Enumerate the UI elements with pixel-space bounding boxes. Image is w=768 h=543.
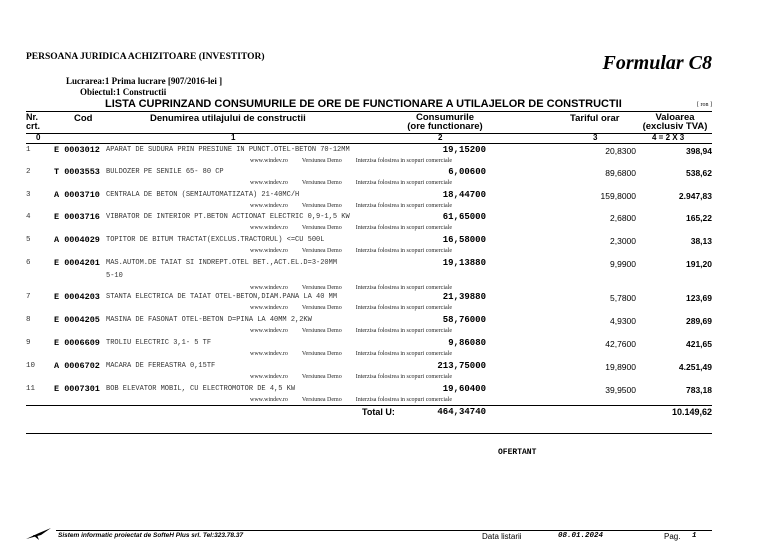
- total-label: Total U:: [362, 407, 395, 417]
- row-cod: A 0004029: [54, 235, 100, 245]
- col-tarif-header: Tariful orar: [570, 113, 620, 124]
- row-denumire: MAS.AUTOM.DE TAIAT SI INDREPT.OTEL BET.,ACT.EL.D=3-20MM: [106, 259, 338, 267]
- work-label: Lucrarea:1 Prima lucrare [907/2016-lei ]: [66, 76, 223, 86]
- currency-label: [ ron ]: [697, 102, 712, 108]
- row-tarif: 159,8000: [600, 191, 636, 201]
- header-rule-mid: [26, 133, 712, 134]
- col-index-3: 3: [593, 133, 598, 142]
- row-watermark: [250, 285, 466, 291]
- table-row: [0, 259, 768, 297]
- row-denumire: VIBRATOR DE INTERIOR PT.BETON ACTIONAT ELECTRIC 0,9-1,5 KW: [106, 213, 350, 221]
- col-cod-header: Cod: [74, 113, 93, 124]
- row-valoare: 123,69: [686, 293, 712, 303]
- list-title: LISTA CUPRINZAND CONSUMURILE DE ORE DE FUNCTIONARE A UTILAJELOR DE CONSTRUCTII: [105, 98, 622, 110]
- row-denumire: BOB ELEVATOR MOBIL, CU ELECTROMOTOR DE 4,5 KW: [106, 385, 296, 393]
- ofertant-label: OFERTANT: [498, 448, 537, 457]
- col-index-1: 1: [231, 133, 236, 142]
- row-denumire-cont: 5-10: [106, 272, 123, 280]
- row-cod: E 0004203: [54, 292, 100, 302]
- row-denumire: STANTA ELECTRICA DE TAIAT OTEL-BETON,DIAM.PANA LA 40 MM: [106, 293, 338, 301]
- form-title: Formular C8: [602, 52, 712, 74]
- row-valoare: 2.947,83: [678, 191, 712, 201]
- col-index-4: 4 = 2 X 3: [652, 133, 685, 142]
- header-rule-bottom: [26, 143, 712, 144]
- row-valoare: 165,22: [686, 213, 712, 223]
- watermark-note: Interzisa folosirea in scopuri comerciale: [355, 180, 453, 186]
- watermark-note: Interzisa folosirea in scopuri comerciale: [355, 158, 453, 164]
- col-denumire-header: Denumirea utilajului de constructii: [150, 113, 306, 124]
- row-watermark: [250, 248, 466, 254]
- row-valoare: 421,65: [686, 339, 712, 349]
- watermark-demo: Versiunea Demo: [301, 374, 342, 380]
- watermark-note: Interzisa folosirea in scopuri comerciale: [355, 248, 453, 254]
- watermark-note: Interzisa folosirea in scopuri comerciale: [355, 225, 453, 231]
- row-nr: 9: [26, 339, 31, 347]
- object-label: Obiectul:1 Constructii: [80, 87, 167, 97]
- col-crt-label: crt.: [26, 121, 41, 131]
- row-denumire: TOPITOR DE BITUM TRACTAT(EXCLUS.TRACTORUL) <=CU 500L: [106, 236, 325, 244]
- col-consum-header: [390, 113, 500, 131]
- row-nr: 11: [26, 385, 36, 393]
- watermark-note: Interzisa folosirea in scopuri comerciale: [355, 351, 453, 357]
- total-valoare: 10.149,62: [671, 407, 712, 417]
- col-valoare-label: Valoarea: [655, 112, 695, 123]
- row-valoare: 289,69: [686, 316, 712, 326]
- total-rule-bottom: [26, 433, 712, 434]
- row-tarif: 19,8900: [605, 362, 636, 372]
- row-cod: T 0003553: [54, 167, 100, 177]
- watermark-note: Interzisa folosirea in scopuri comerciale: [355, 328, 453, 334]
- row-nr: 5: [26, 236, 31, 244]
- row-consum: 19,15200: [442, 145, 486, 155]
- watermark-note: Interzisa folosirea in scopuri comerciale: [355, 305, 453, 311]
- row-watermark: [250, 328, 466, 334]
- row-denumire: MASINA DE FASONAT OTEL-BETON D=PINA LA 40MM 2,2KW: [106, 316, 312, 324]
- row-denumire: TROLIU ELECTRIC 3,1- 5 TF: [106, 339, 212, 347]
- row-watermark: [250, 305, 466, 311]
- row-valoare: 4.251,49: [678, 362, 712, 372]
- watermark-demo: Versiunea Demo: [301, 328, 342, 334]
- watermark-site: www.windev.ro: [250, 158, 288, 164]
- watermark-demo: Versiunea Demo: [301, 397, 342, 403]
- row-cod: E 0004201: [54, 258, 100, 268]
- footer-date: 08.01.2024: [558, 532, 604, 540]
- row-tarif: 2,6800: [610, 213, 636, 223]
- row-consum: 19,60400: [442, 384, 486, 394]
- row-cod: E 0003012: [54, 145, 100, 155]
- row-consum: 61,65000: [442, 212, 486, 222]
- row-tarif: 4,9300: [610, 316, 636, 326]
- softeh-logo-icon: [25, 527, 53, 541]
- watermark-demo: Versiunea Demo: [301, 305, 342, 311]
- row-denumire: APARAT DE SUDURA PRIN PRESIUNE IN PUNCT.OTEL-BETON 70-12MM: [106, 146, 350, 154]
- row-nr: 8: [26, 316, 31, 324]
- watermark-note: Interzisa folosirea in scopuri comerciale: [355, 285, 453, 291]
- col-index-2: 2: [438, 133, 443, 142]
- row-nr: 2: [26, 168, 31, 176]
- col-ore-label: (ore functionare): [407, 121, 483, 132]
- col-valoare-header: [630, 113, 720, 131]
- col-nr-label: Nr.: [26, 112, 39, 122]
- row-nr: 10: [26, 362, 36, 370]
- row-consum: 21,39880: [442, 292, 486, 302]
- row-tarif: 9,9900: [610, 259, 636, 269]
- row-tarif: 42,7600: [605, 339, 636, 349]
- row-watermark: [250, 397, 466, 403]
- row-consum: 58,76000: [442, 315, 486, 325]
- watermark-demo: Versiunea Demo: [301, 180, 342, 186]
- watermark-site: www.windev.ro: [250, 305, 288, 311]
- total-rule-top: [26, 405, 712, 406]
- watermark-demo: Versiunea Demo: [301, 285, 342, 291]
- total-consum: 464,34740: [437, 407, 486, 417]
- watermark-demo: Versiunea Demo: [301, 225, 342, 231]
- watermark-note: Interzisa folosirea in scopuri comerciale: [355, 203, 453, 209]
- watermark-demo: Versiunea Demo: [301, 203, 342, 209]
- watermark-site: www.windev.ro: [250, 397, 288, 403]
- watermark-site: www.windev.ro: [250, 180, 288, 186]
- watermark-site: www.windev.ro: [250, 328, 288, 334]
- row-denumire: CENTRALA DE BETON (SEMIAUTOMATIZATA) 21-40MC/H: [106, 191, 300, 199]
- row-consum: 18,44700: [442, 190, 486, 200]
- watermark-site: www.windev.ro: [250, 285, 288, 291]
- row-tarif: 5,7800: [610, 293, 636, 303]
- row-consum: 19,13880: [442, 258, 486, 268]
- row-watermark: [250, 374, 466, 380]
- row-consum: 6,00600: [448, 167, 486, 177]
- row-consum: 16,58000: [442, 235, 486, 245]
- row-nr: 4: [26, 213, 31, 221]
- row-nr: 3: [26, 191, 31, 199]
- watermark-demo: Versiunea Demo: [301, 248, 342, 254]
- col-consum-label: Consumurile: [415, 112, 475, 123]
- footer-page-label: Pag.: [664, 532, 681, 541]
- row-nr: 7: [26, 293, 31, 301]
- row-cod: E 0003716: [54, 212, 100, 222]
- investor-label: PERSOANA JURIDICA ACHIZITOARE (INVESTITOR): [26, 52, 265, 62]
- watermark-site: www.windev.ro: [250, 351, 288, 357]
- row-tarif: 89,6800: [605, 168, 636, 178]
- header-rule-top: [26, 111, 712, 112]
- row-valoare: 538,62: [686, 168, 712, 178]
- row-tarif: 20,8300: [605, 146, 636, 156]
- watermark-site: www.windev.ro: [250, 248, 288, 254]
- row-watermark: [250, 158, 466, 164]
- watermark-demo: Versiunea Demo: [301, 158, 342, 164]
- footer-system: Sistem informatic proiectat de SofteH Plus srl. Tel:323.78.37: [58, 532, 244, 539]
- watermark-site: www.windev.ro: [250, 374, 288, 380]
- row-cod: A 0003710: [54, 190, 100, 200]
- row-watermark: [250, 203, 466, 209]
- row-consum: 9,86080: [448, 338, 486, 348]
- watermark-site: www.windev.ro: [250, 203, 288, 209]
- row-cod: E 0007301: [54, 384, 100, 394]
- row-cod: E 0004205: [54, 315, 100, 325]
- row-valoare: 783,18: [686, 385, 712, 395]
- watermark-demo: Versiunea Demo: [301, 351, 342, 357]
- row-valoare: 38,13: [690, 236, 712, 246]
- row-nr: 6: [26, 259, 31, 267]
- row-cod: E 0006609: [54, 338, 100, 348]
- row-valoare: 398,94: [686, 146, 712, 156]
- row-valoare: 191,20: [686, 259, 712, 269]
- watermark-note: Interzisa folosirea in scopuri comerciale: [355, 374, 453, 380]
- row-watermark: [250, 351, 466, 357]
- row-tarif: 2,3000: [610, 236, 636, 246]
- row-watermark: [250, 225, 466, 231]
- row-denumire: BULDOZER PE SENILE 65- 80 CP: [106, 168, 224, 176]
- footer-date-label: Data listarii: [482, 532, 522, 541]
- row-watermark: [250, 180, 466, 186]
- row-nr: 1: [26, 146, 31, 154]
- col-index-0: 0: [36, 133, 41, 142]
- watermark-site: www.windev.ro: [250, 225, 288, 231]
- watermark-note: Interzisa folosirea in scopuri comerciale: [355, 397, 453, 403]
- col-tva-label: (exclusiv TVA): [642, 121, 708, 132]
- footer-rule: [56, 530, 712, 531]
- row-cod: A 0006702: [54, 361, 100, 371]
- footer-page: 1: [692, 532, 697, 540]
- row-denumire: MACARA DE FEREASTRA 0,15TF: [106, 362, 216, 370]
- row-consum: 213,75000: [437, 361, 486, 371]
- col-nr-header: [26, 113, 40, 131]
- row-tarif: 39,9500: [605, 385, 636, 395]
